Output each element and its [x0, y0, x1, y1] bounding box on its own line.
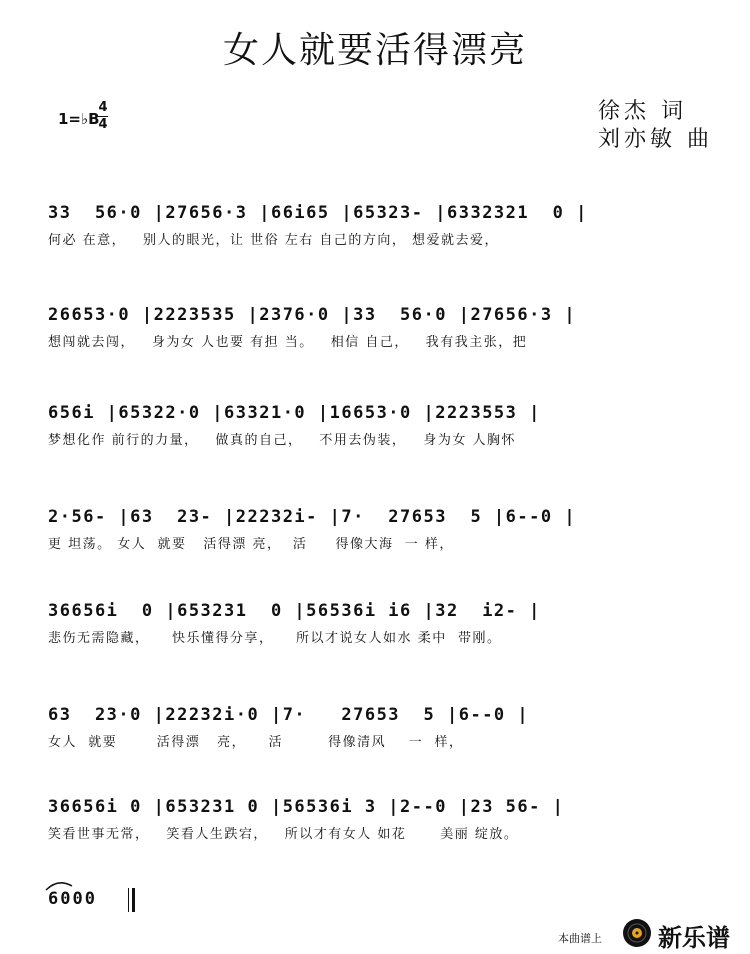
lyricist-credit: 徐杰 词 — [598, 99, 687, 124]
notes-line: 26653·0 |2223535 |2376·0 |33 56·0 |27656·3 | — [48, 305, 577, 325]
footer-prefix: 本曲谱上 — [558, 932, 602, 945]
score-row-3 — [0, 398, 750, 458]
lyrics-line: 笑看世事无常， 笑看人生跌宕， 所以才有女人 如花 美丽 绽放。 — [48, 827, 519, 842]
notes-line: 36656i 0 |653231 0 |56536i 3 |2--0 |23 56- | — [48, 797, 565, 817]
lyrics-line: 更 坦荡。 女人 就要 活得漂 亮， 活 得像大海 一 样， — [48, 537, 454, 552]
lyrics-line: 悲伤无需隐藏， 快乐懂得分享， 所以才说女人如水 柔中 带刚。 — [48, 631, 502, 646]
score-row-5 — [0, 596, 750, 656]
score-row-7 — [0, 792, 750, 852]
notes-line: 33 56·0 |27656·3 |66i65 |65323- |6332321 0 | — [48, 203, 588, 223]
vinyl-record-icon — [622, 918, 652, 948]
score-row-4 — [0, 502, 750, 562]
lyrics-line: 何必 在意， 别人的眼光，让 世俗 左右 自己的方向， 想爱就去爱， — [48, 233, 500, 248]
notes-line: 2·56- |63 23- |22232i- |7· 27653 5 |6--0 | — [48, 507, 577, 527]
lyrics-line: 梦想化作 前行的力量， 做真的自己， 不用去伪装， 身为女 人胸怀 — [48, 433, 516, 448]
final-barline — [128, 888, 135, 912]
meter-top: 4 — [98, 100, 108, 115]
lyrics-line: 想闯就去闯， 身为女 人也要 有担 当。 相信 自己， 我有我主张，把 — [48, 335, 528, 350]
score-row-6 — [0, 700, 750, 760]
key-signature: 1=♭B — [58, 110, 100, 128]
score-row-1 — [0, 198, 750, 258]
time-signature — [98, 101, 108, 132]
song-title: 女人就要活得漂亮 — [222, 30, 527, 71]
notes-line: 656i |65322·0 |63321·0 |16653·0 |2223553 | — [48, 403, 541, 423]
composer-credit: 刘亦敏 曲 — [598, 127, 713, 152]
notes-line: 36656i 0 |653231 0 |56536i i6 |32 i2- | — [48, 601, 541, 621]
score-row-2 — [0, 300, 750, 360]
lyrics-line: 女人 就要 活得漂 亮， 活 得像清风 一 样， — [48, 735, 464, 750]
meter-bottom: 4 — [98, 117, 108, 132]
site-logo-text: 新乐谱 — [658, 924, 730, 952]
ending-notes: 6000 — [48, 889, 97, 909]
notes-line: 63 23·0 |22232i·0 |7· 27653 5 |6--0 | — [48, 705, 530, 725]
